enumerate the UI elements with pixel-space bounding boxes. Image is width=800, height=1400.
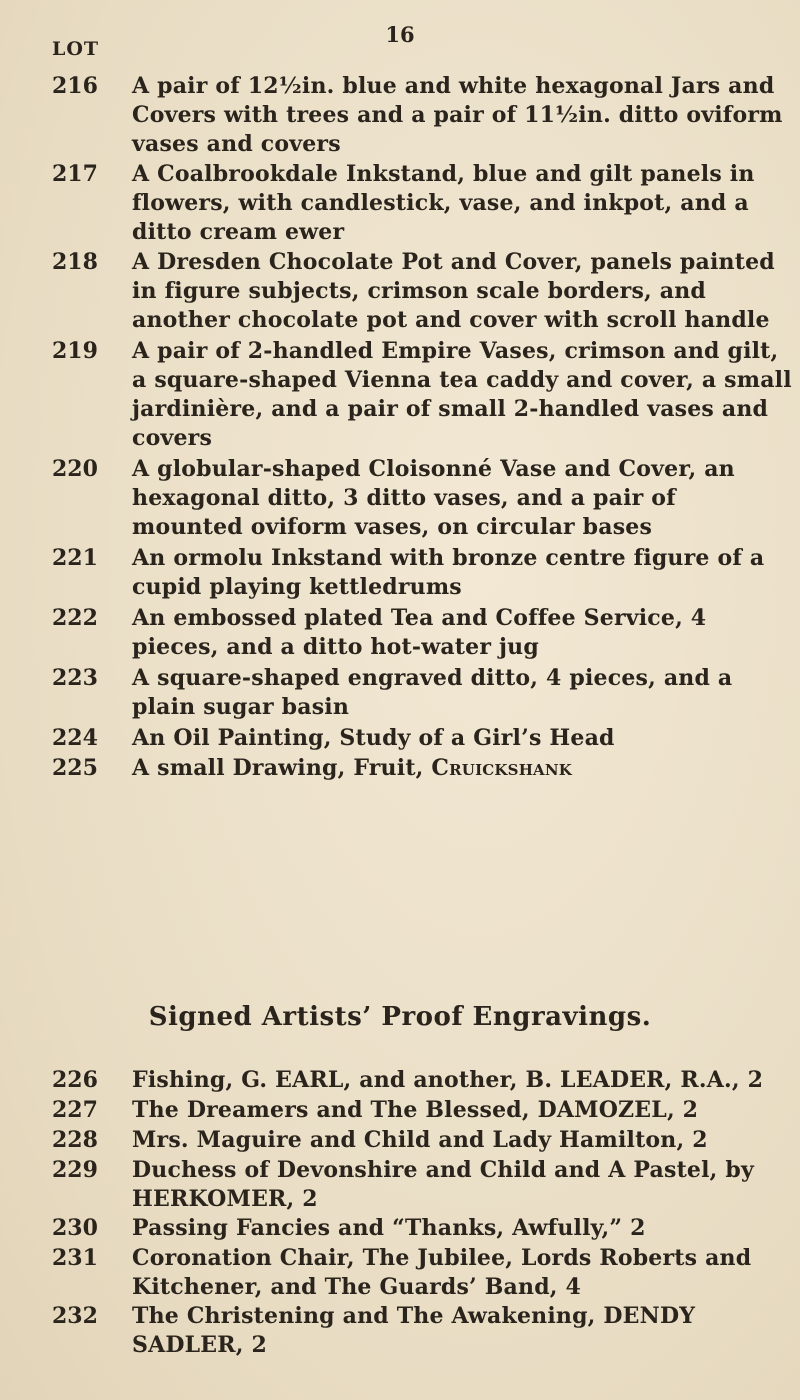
section-heading: Signed Artists’ Proof Engravings.	[148, 1002, 652, 1032]
lot-number: 223	[52, 665, 98, 691]
lot-description: A square-shaped engraved ditto, 4 pieces, and a plain sugar basin	[132, 665, 733, 720]
lot-number: 219	[52, 338, 98, 364]
lot-entry	[52, 724, 792, 753]
lot-entry	[52, 1214, 792, 1243]
lot-entry	[52, 248, 792, 335]
lot-entry	[52, 604, 792, 662]
lot-number: 230	[52, 1215, 98, 1241]
lot-entry	[52, 72, 792, 159]
lot-entry	[52, 160, 792, 247]
lot-description: The Dreamers and The Blessed, DAMOZEL, 2	[132, 1097, 699, 1123]
lot-number: 220	[52, 456, 98, 482]
lot-entry	[52, 754, 792, 783]
lot-description: A small Drawing, Fruit, Cruickshank	[132, 755, 573, 781]
lot-entry	[52, 1126, 792, 1155]
lot-number: 221	[52, 545, 98, 571]
lot-description: A pair of 12½in. blue and white hexagonal Jars and Covers with trees and a pair of 11½in. ditto oviform vases and covers	[132, 73, 783, 157]
lot-number: 216	[52, 73, 98, 99]
lot-description: Coronation Chair, The Jubilee, Lords Roberts and Kitchener, and The Guards’ Band, 4	[132, 1245, 752, 1300]
lot-number: 232	[52, 1303, 98, 1329]
lot-description: A Dresden Chocolate Pot and Cover, panels painted in figure subjects, crimson scale borders, and another chocolate pot and cover with scroll handle	[132, 249, 775, 333]
lot-number: 229	[52, 1157, 98, 1183]
lot-description: A Coalbrookdale Inkstand, blue and gilt panels in flowers, with candlestick, vase, and inkpot, and a ditto cream ewer	[132, 161, 755, 245]
lot-number: 228	[52, 1127, 98, 1153]
lot-description: The Christening and The Awakening, DENDY SADLER, 2	[132, 1303, 696, 1358]
lot-entry	[52, 1096, 792, 1125]
lot-entry	[52, 1302, 792, 1360]
lot-description: An Oil Painting, Study of a Girl’s Head	[132, 725, 615, 751]
lot-number: 231	[52, 1245, 98, 1271]
lot-number: 226	[52, 1067, 98, 1093]
lot-entry	[52, 455, 792, 542]
lot-description: An ormolu Inkstand with bronze centre figure of a cupid playing kettledrums	[132, 545, 765, 600]
lot-entry	[52, 337, 792, 453]
lot-description: An embossed plated Tea and Coffee Service, 4 pieces, and a ditto hot-water jug	[132, 605, 707, 660]
lot-number: 218	[52, 249, 98, 275]
lot-description: Passing Fancies and “Thanks, Awfully,” 2	[132, 1215, 646, 1241]
lot-description: A globular-shaped Cloisonné Vase and Cover, an hexagonal ditto, 3 ditto vases, and a pair of mounted oviform vases, on circular bases	[132, 456, 735, 540]
lot-entry	[52, 1156, 792, 1214]
lot-number: 227	[52, 1097, 98, 1123]
lot-entry	[52, 1066, 792, 1095]
lot-entry	[52, 664, 792, 722]
lot-description: A pair of 2-handled Empire Vases, crimson and gilt, a square-shaped Vienna tea caddy and cover, a small jardinière, and a pair of small 2-handled vases and covers	[132, 338, 792, 451]
lot-number: 222	[52, 605, 98, 631]
lot-description: Mrs. Maguire and Child and Lady Hamilton, 2	[132, 1127, 708, 1153]
lot-description: Duchess of Devonshire and Child and A Pastel, by HERKOMER, 2	[132, 1157, 754, 1212]
lot-entry	[52, 1244, 792, 1302]
lot-entry	[52, 544, 792, 602]
lot-number: 225	[52, 755, 98, 781]
lot-column-header: LOT	[52, 38, 100, 60]
artist-name: Cruickshank	[431, 755, 573, 781]
page-number: 16	[385, 22, 415, 47]
lot-number: 224	[52, 725, 98, 751]
lot-description: Fishing, G. EARL, and another, B. LEADER, R.A., 2	[132, 1067, 764, 1093]
lot-number: 217	[52, 161, 98, 187]
